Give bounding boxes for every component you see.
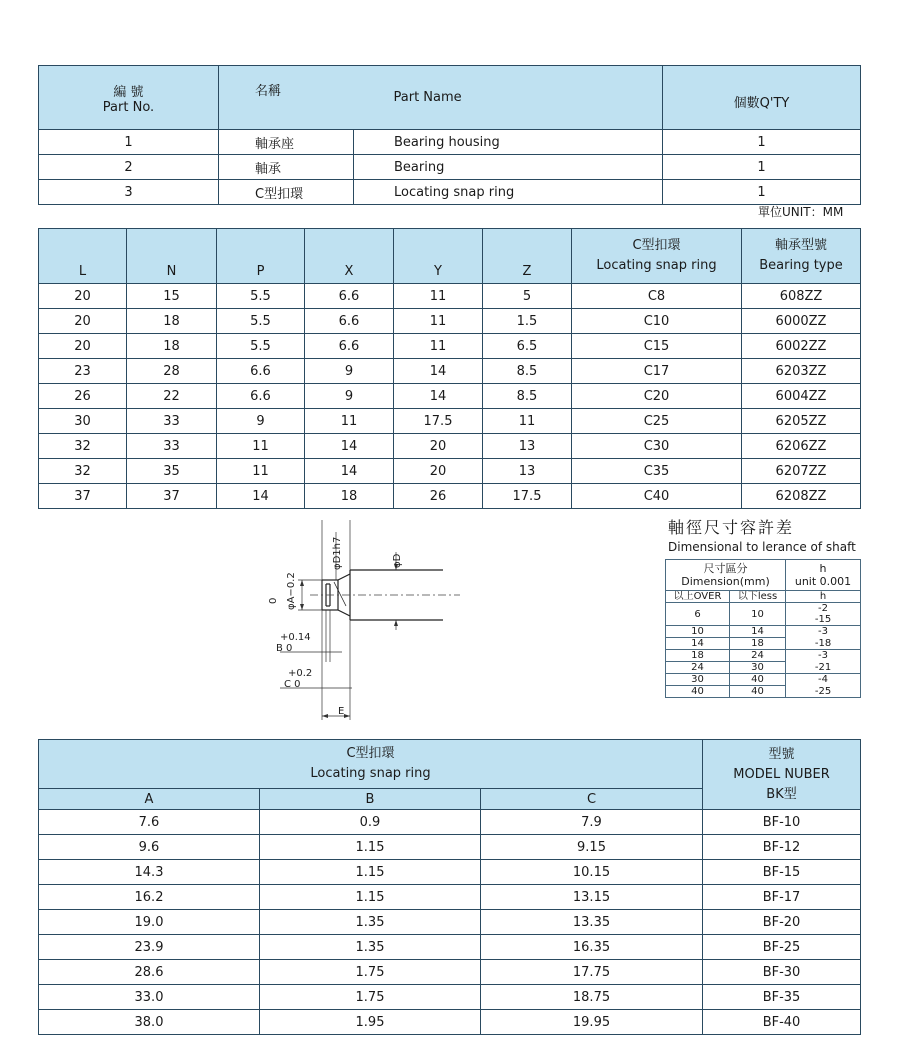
h-upper-cell: -4 — [786, 674, 861, 686]
cell-Z: 8.5 — [483, 359, 572, 384]
table-row — [39, 384, 861, 409]
cell-L: 32 — [39, 459, 127, 484]
part-no-header-zh: 編 號 — [113, 84, 144, 100]
part-no-cell: 3 — [39, 180, 219, 205]
part-name-en-cell: Bearing — [354, 155, 663, 180]
cell-P: 6.6 — [217, 359, 305, 384]
dimensions-table — [38, 228, 861, 509]
c-tol-label: +0.2 — [288, 668, 313, 679]
part-name-zh-cell: 軸承座 — [219, 130, 354, 155]
cell-N: 22 — [127, 384, 217, 409]
snap-ring-header-en: Locating snap ring — [596, 258, 717, 273]
cell-C: 18.75 — [481, 985, 703, 1010]
table-row — [39, 459, 861, 484]
cell-A: 28.6 — [39, 960, 260, 985]
table-row — [666, 603, 861, 615]
part-no-header — [39, 66, 219, 130]
cell-model: BF-12 — [703, 835, 861, 860]
table-row — [39, 180, 861, 205]
phi-d-label: φD — [392, 553, 403, 568]
cell-L: 37 — [39, 484, 127, 509]
cell-Y: 20 — [394, 434, 483, 459]
cell-model: BF-17 — [703, 885, 861, 910]
cell-N: 18 — [127, 309, 217, 334]
cell-Y: 14 — [394, 359, 483, 384]
cell-model: BF-35 — [703, 985, 861, 1010]
h-label: h — [819, 562, 827, 575]
h-lower-cell: -21 — [786, 662, 861, 674]
cell-N: 15 — [127, 284, 217, 309]
cell-bearing-type: 6000ZZ — [742, 309, 861, 334]
cell-A: 33.0 — [39, 985, 260, 1010]
over-cell: 6 — [666, 603, 730, 626]
cell-X: 14 — [305, 459, 394, 484]
cell-L: 23 — [39, 359, 127, 384]
table-row — [666, 686, 861, 698]
table-row — [39, 309, 861, 334]
table-row — [39, 434, 861, 459]
cell-B: 1.35 — [260, 935, 481, 960]
col-header-P: P — [217, 229, 305, 284]
cell-B: 1.15 — [260, 885, 481, 910]
col-header-L: L — [39, 229, 127, 284]
table-row — [666, 626, 861, 638]
cell-X: 11 — [305, 409, 394, 434]
table-row — [39, 1010, 861, 1035]
cell-P: 5.5 — [217, 309, 305, 334]
cell-C: 13.35 — [481, 910, 703, 935]
cell-Z: 13 — [483, 459, 572, 484]
cell-L: 20 — [39, 334, 127, 359]
h-lower-cell: -25 — [786, 686, 861, 698]
cell-B: 1.15 — [260, 835, 481, 860]
cell-P: 11 — [217, 459, 305, 484]
model-header-en: MODEL NUBER — [733, 766, 830, 782]
cell-Y: 14 — [394, 384, 483, 409]
cell-B: 1.35 — [260, 910, 481, 935]
less-cell: 18 — [730, 638, 786, 650]
table-row — [666, 638, 861, 650]
cell-P: 5.5 — [217, 334, 305, 359]
part-name-zh-cell: C型扣環 — [219, 180, 354, 205]
cell-B: 1.75 — [260, 985, 481, 1010]
shaft-drawing — [250, 512, 470, 732]
cell-B: 1.75 — [260, 960, 481, 985]
cell-P: 9 — [217, 409, 305, 434]
cell-X: 6.6 — [305, 284, 394, 309]
unit-label: 單位UNIT：MM — [758, 205, 844, 219]
cell-X: 9 — [305, 384, 394, 409]
model-header-zh: 型號 — [768, 746, 795, 762]
cell-snap-ring: C17 — [572, 359, 742, 384]
cell-model: BF-15 — [703, 860, 861, 885]
cell-B: 1.15 — [260, 860, 481, 885]
cell-Z: 5 — [483, 284, 572, 309]
qty-header: 個數Q'TY — [663, 66, 861, 130]
cell-P: 6.6 — [217, 384, 305, 409]
table-row — [666, 650, 861, 662]
cell-A: 7.6 — [39, 810, 260, 835]
cell-X: 9 — [305, 359, 394, 384]
cell-P: 5.5 — [217, 284, 305, 309]
cell-C: 10.15 — [481, 860, 703, 885]
table-row — [39, 359, 861, 384]
cell-bearing-type: 6208ZZ — [742, 484, 861, 509]
part-no-header-en: Part No. — [102, 99, 155, 115]
table-row — [666, 662, 861, 674]
table-row — [39, 130, 861, 155]
cell-model: BF-10 — [703, 810, 861, 835]
cell-bearing-type: 6203ZZ — [742, 359, 861, 384]
cell-L: 32 — [39, 434, 127, 459]
less-cell: 14 — [730, 626, 786, 638]
col-header-C: C — [481, 789, 703, 810]
snap-ring-header-zh: C型扣環 — [632, 238, 681, 253]
table-row — [39, 935, 861, 960]
table-row — [39, 284, 861, 309]
over-cell: 14 — [666, 638, 730, 650]
cell-bearing-type: 6205ZZ — [742, 409, 861, 434]
col-header-X: X — [305, 229, 394, 284]
cell-N: 33 — [127, 409, 217, 434]
over-header: 以上OVER — [666, 591, 730, 603]
cell-Z: 17.5 — [483, 484, 572, 509]
table-row — [39, 985, 861, 1010]
cell-bearing-type: 608ZZ — [742, 284, 861, 309]
cell-Z: 11 — [483, 409, 572, 434]
h-upper-cell: -2 — [786, 603, 861, 615]
part-no-cell: 2 — [39, 155, 219, 180]
phi-a-label: φA−0.2 — [286, 572, 297, 610]
cell-N: 18 — [127, 334, 217, 359]
snap-ring-group-en: Locating snap ring — [310, 766, 431, 781]
less-cell: 24 — [730, 650, 786, 662]
cell-A: 38.0 — [39, 1010, 260, 1035]
cell-C: 9.15 — [481, 835, 703, 860]
cell-snap-ring: C10 — [572, 309, 742, 334]
over-cell: 30 — [666, 674, 730, 686]
col-header-Z: Z — [483, 229, 572, 284]
qty-cell: 1 — [663, 130, 861, 155]
cell-L: 20 — [39, 284, 127, 309]
less-cell: 10 — [730, 603, 786, 626]
col-header-A: A — [39, 789, 260, 810]
cell-X: 18 — [305, 484, 394, 509]
name-en-header: Part Name — [354, 66, 663, 130]
table-row — [39, 810, 861, 835]
cell-bearing-type: 6002ZZ — [742, 334, 861, 359]
cell-Y: 20 — [394, 459, 483, 484]
table-row — [39, 885, 861, 910]
cell-N: 37 — [127, 484, 217, 509]
model-header-type: BK型 — [766, 786, 797, 802]
cell-snap-ring: C8 — [572, 284, 742, 309]
cell-B: 0.9 — [260, 810, 481, 835]
over-cell: 18 — [666, 650, 730, 662]
cell-snap-ring: C15 — [572, 334, 742, 359]
h-sub-header: h — [786, 591, 861, 603]
snap-ring-group-header — [39, 740, 703, 789]
phi-d1-label: φD1h7 — [332, 536, 343, 570]
cell-bearing-type: 6207ZZ — [742, 459, 861, 484]
b-tol-label: +0.14 — [280, 632, 311, 643]
cell-Z: 1.5 — [483, 309, 572, 334]
cell-Y: 11 — [394, 309, 483, 334]
over-cell: 24 — [666, 662, 730, 674]
cell-N: 28 — [127, 359, 217, 384]
dimension-header-zh: 尺寸區分 — [703, 562, 748, 575]
cell-X: 14 — [305, 434, 394, 459]
cell-snap-ring: C35 — [572, 459, 742, 484]
cell-snap-ring: C20 — [572, 384, 742, 409]
cell-A: 16.2 — [39, 885, 260, 910]
part-no-cell: 1 — [39, 130, 219, 155]
cell-C: 16.35 — [481, 935, 703, 960]
cell-model: BF-30 — [703, 960, 861, 985]
col-header-N: N — [127, 229, 217, 284]
cell-A: 19.0 — [39, 910, 260, 935]
cell-B: 1.95 — [260, 1010, 481, 1035]
dimension-header — [666, 560, 786, 591]
qty-cell: 1 — [663, 155, 861, 180]
over-cell: 10 — [666, 626, 730, 638]
h-lower-cell: -15 — [786, 614, 861, 626]
c-label: C 0 — [284, 679, 301, 690]
table-row — [39, 835, 861, 860]
cell-N: 35 — [127, 459, 217, 484]
cell-Y: 11 — [394, 284, 483, 309]
cell-snap-ring: C25 — [572, 409, 742, 434]
table-row — [39, 860, 861, 885]
parts-table — [38, 65, 861, 205]
cell-P: 14 — [217, 484, 305, 509]
table-row — [39, 960, 861, 985]
col-header-snap-ring — [572, 229, 742, 284]
table-row — [39, 910, 861, 935]
cell-Y: 11 — [394, 334, 483, 359]
tolerance-title: 軸徑尺寸容許差 — [668, 518, 795, 537]
name-zh-header: 名稱 — [219, 66, 354, 130]
cell-model: BF-25 — [703, 935, 861, 960]
less-cell: 40 — [730, 674, 786, 686]
cell-bearing-type: 6206ZZ — [742, 434, 861, 459]
cell-snap-ring: C40 — [572, 484, 742, 509]
cell-Z: 6.5 — [483, 334, 572, 359]
qty-cell: 1 — [663, 180, 861, 205]
table-row — [39, 484, 861, 509]
a-upper-label: 0 — [268, 597, 279, 604]
table-row — [666, 674, 861, 686]
cell-Y: 17.5 — [394, 409, 483, 434]
cell-Z: 8.5 — [483, 384, 572, 409]
e-label: E — [338, 706, 345, 717]
cell-X: 6.6 — [305, 309, 394, 334]
h-header — [786, 560, 861, 591]
tolerance-table — [665, 559, 861, 698]
b-label: B 0 — [276, 643, 293, 654]
h-lower-cell: -18 — [786, 638, 861, 650]
part-name-en-cell: Bearing housing — [354, 130, 663, 155]
col-header-Y: Y — [394, 229, 483, 284]
h-upper-cell: -3 — [786, 626, 861, 638]
table-row — [39, 155, 861, 180]
less-header: 以下less — [730, 591, 786, 603]
over-cell: 40 — [666, 686, 730, 698]
cell-X: 6.6 — [305, 334, 394, 359]
cell-A: 9.6 — [39, 835, 260, 860]
col-header-bearing-type — [742, 229, 861, 284]
cell-A: 23.9 — [39, 935, 260, 960]
cell-L: 30 — [39, 409, 127, 434]
cell-model: BF-40 — [703, 1010, 861, 1035]
bearing-header-en: Bearing type — [759, 258, 843, 273]
snap-ring-table — [38, 739, 861, 1035]
cell-P: 11 — [217, 434, 305, 459]
h-upper-cell: -3 — [786, 650, 861, 662]
model-header — [703, 740, 861, 810]
less-cell: 30 — [730, 662, 786, 674]
part-name-zh-cell: 軸承 — [219, 155, 354, 180]
part-name-en-cell: Locating snap ring — [354, 180, 663, 205]
cell-C: 17.75 — [481, 960, 703, 985]
cell-A: 14.3 — [39, 860, 260, 885]
cell-Z: 13 — [483, 434, 572, 459]
snap-ring-group-zh: C型扣環 — [346, 746, 395, 761]
dimension-header-en: Dimension(mm) — [681, 575, 770, 588]
less-cell: 40 — [730, 686, 786, 698]
cell-model: BF-20 — [703, 910, 861, 935]
bearing-header-zh: 軸承型號 — [774, 238, 827, 253]
table-row — [39, 409, 861, 434]
cell-L: 26 — [39, 384, 127, 409]
cell-Y: 26 — [394, 484, 483, 509]
cell-C: 19.95 — [481, 1010, 703, 1035]
cell-snap-ring: C30 — [572, 434, 742, 459]
cell-bearing-type: 6004ZZ — [742, 384, 861, 409]
col-header-B: B — [260, 789, 481, 810]
cell-L: 20 — [39, 309, 127, 334]
tolerance-subtitle: Dimensional to lerance of shaft — [668, 540, 856, 554]
table-row — [39, 334, 861, 359]
cell-C: 13.15 — [481, 885, 703, 910]
cell-N: 33 — [127, 434, 217, 459]
h-unit: unit 0.001 — [794, 575, 852, 588]
cell-C: 7.9 — [481, 810, 703, 835]
